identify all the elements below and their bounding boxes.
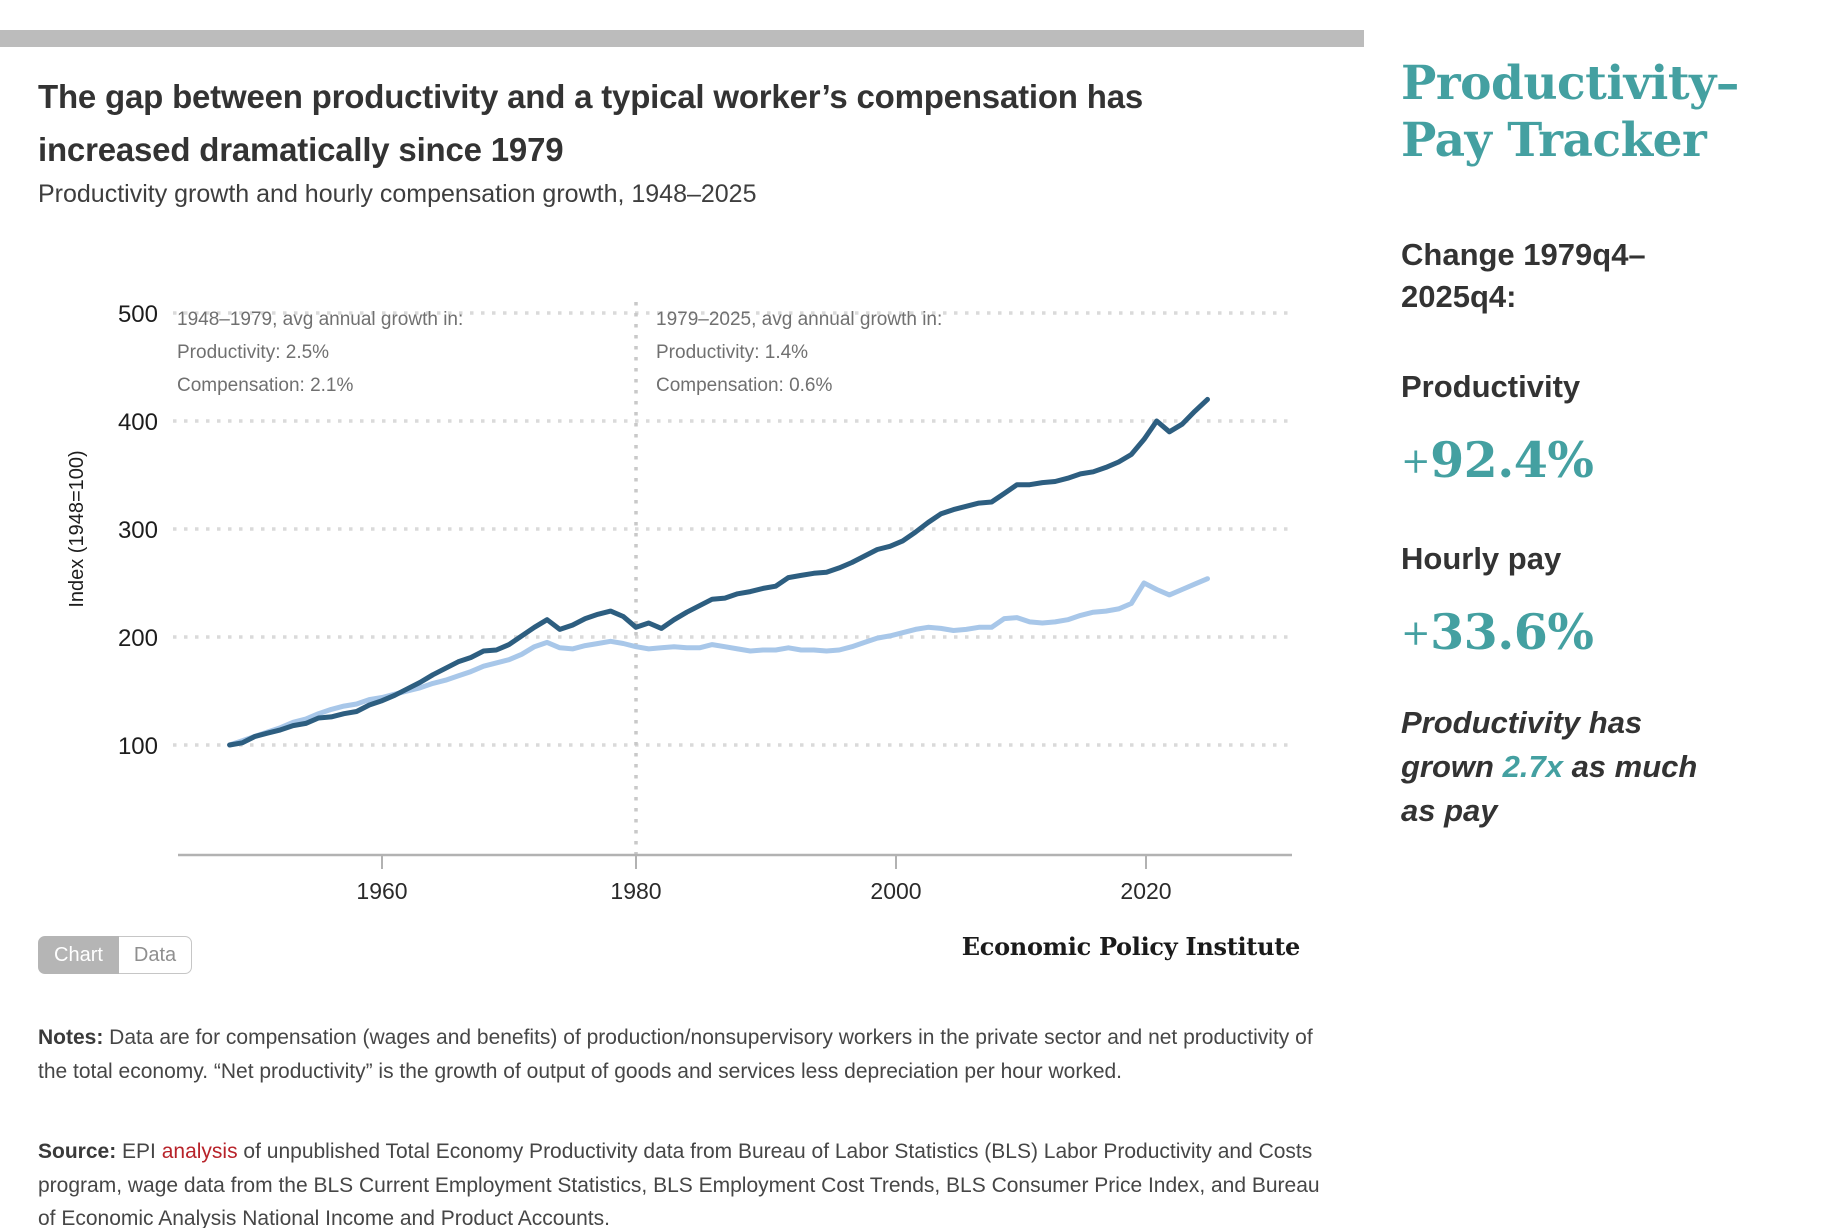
x-tick-label-1960: 1960 [356, 878, 408, 904]
page-subtitle: Productivity growth and hourly compensation growth, 1948–2025 [38, 180, 757, 208]
tagline-line1: Productivity has [1401, 705, 1643, 741]
chart-data-toggle [38, 936, 192, 974]
y-tick-label-300: 300 [117, 517, 158, 544]
source-label: Source: [38, 1140, 117, 1163]
tagline-multiplier: 2.7x [1502, 749, 1563, 785]
change-period-heading [1401, 234, 1826, 318]
epi-wordmark: Economic Policy Institute [961, 932, 1300, 961]
brand-line2: Pay Tracker [1401, 113, 1707, 169]
y-tick-label-100: 100 [117, 733, 158, 760]
y-tick-label-500: 500 [117, 301, 158, 328]
productivity-stat-value [1401, 431, 1826, 489]
page-title: The gap between productivity and a typical worker’s compensation has increased dramatically since 1979 [38, 78, 1144, 169]
productivity-percent: 92.4% [1430, 431, 1594, 490]
productivity-line[interactable] [230, 399, 1208, 745]
hourly-pay-stat-value [1401, 603, 1826, 661]
notes-text: Data are for compensation (wages and benefits) of production/nonsupervisory workers in the private sector and net productivity of the total economy. “Net productivity” is the growth of output of goods and services less depreciation per hour worked. [38, 1026, 1313, 1083]
notes-label: Notes: [38, 1026, 104, 1049]
x-tick-label-2000: 2000 [870, 878, 922, 904]
data-tab-button[interactable]: Data [119, 936, 192, 974]
y-axis-title: Index (1948=100) [66, 450, 88, 608]
source-text-pre: EPI [116, 1140, 162, 1163]
source-paragraph [38, 1135, 1333, 1228]
tagline [1401, 701, 1826, 833]
tagline-line3: as pay [1401, 793, 1498, 829]
annotation-post-productivity: Productivity: 1.4% [656, 342, 809, 363]
annotation-post-heading: 1979–2025, avg annual growth in: [656, 309, 943, 330]
tagline-line2-post: as much [1562, 749, 1698, 785]
annotation-pre-heading: 1948–1979, avg annual growth in: [177, 309, 464, 330]
annotation-pre-compensation: Compensation: 2.1% [177, 375, 354, 396]
chart-tab-button[interactable]: Chart [38, 936, 119, 974]
notes-paragraph [38, 1021, 1333, 1088]
y-tick-label-400: 400 [117, 409, 158, 436]
annotation-pre-productivity: Productivity: 2.5% [177, 342, 330, 363]
tracker-sidebar [1401, 55, 1826, 833]
productivity-stat-label: Productivity [1401, 369, 1581, 405]
change-line2: 2025q4: [1401, 278, 1517, 314]
hourly-pay-stat-label: Hourly pay [1401, 541, 1562, 577]
hourly-pay-percent: 33.6% [1430, 603, 1594, 662]
hourly-pay-plus-sign: + [1401, 613, 1431, 655]
tracker-brand-title [1401, 55, 1826, 170]
tagline-line2-pre: grown [1401, 749, 1503, 785]
analysis-link[interactable]: analysis [161, 1140, 238, 1163]
annotation-post-compensation: Compensation: 0.6% [656, 375, 833, 396]
productivity-plus-sign: + [1401, 441, 1431, 483]
brand-line1: Productivity– [1401, 56, 1739, 111]
x-tick-label-2020: 2020 [1120, 878, 1172, 904]
hourly-compensation-line[interactable] [230, 579, 1208, 745]
source-text-post: of unpublished Total Economy Productivity data from Bureau of Labor Statistics (BLS) Labor Productivity and Costs program, wage data from the BLS Current Employment Statistics, BLS Employment Cost Trends, BLS Consumer Price Index, and Bureau of Economic Analysis National Income and Product Accounts. [38, 1140, 1320, 1228]
y-tick-label-200: 200 [117, 625, 158, 652]
change-line1: Change 1979q4– [1401, 236, 1646, 272]
x-tick-label-1980: 1980 [610, 878, 662, 904]
